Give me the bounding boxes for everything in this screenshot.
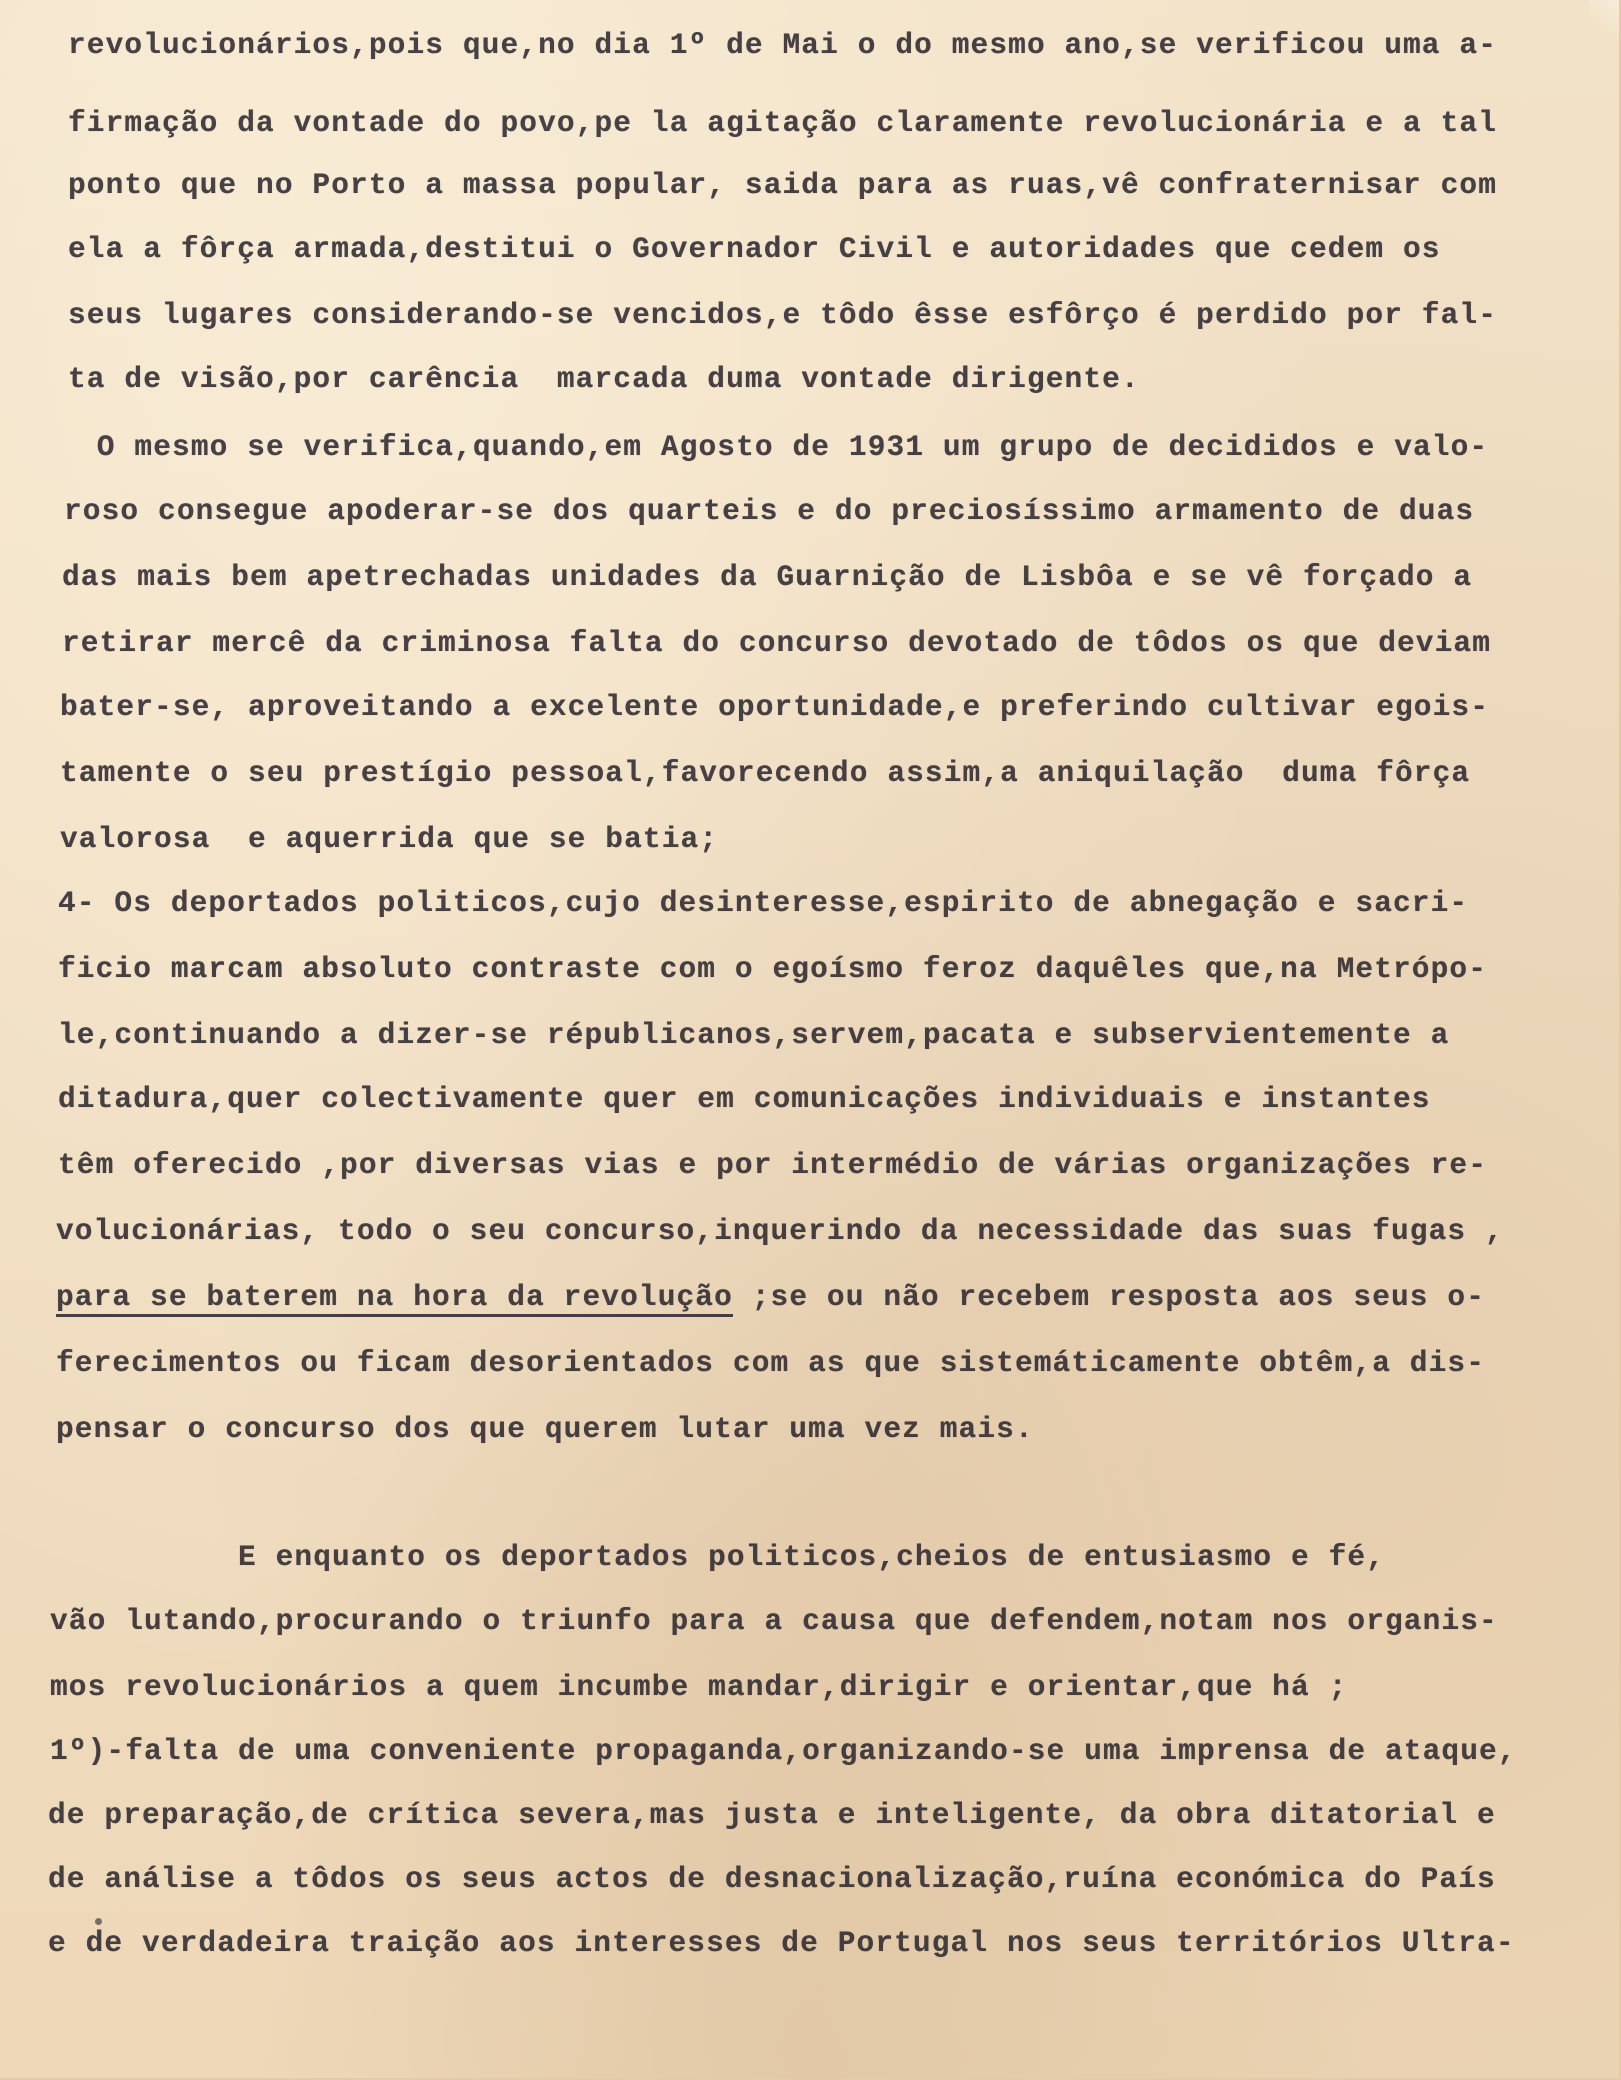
text-line: de análise a tôdos os seus actos de desnacionalização,ruína económica do País (48, 1862, 1496, 1896)
text-line: le,continuando a dizer-se républicanos,servem,pacata e subservientemente a (58, 1018, 1450, 1052)
text-line: 4- Os deportados politicos,cujo desinteresse,espirito de abnegação e sacri- (58, 886, 1469, 920)
text-line: O mesmo se verifica,quando,em Agosto de 1931 um grupo de decididos e valo- (78, 430, 1489, 464)
text-line: valorosa e aquerrida que se batia; (60, 822, 719, 856)
ink-spot (95, 1918, 102, 1925)
text-line: das mais bem apetrechadas unidades da Guarnição de Lisbôa e se vê forçado a (62, 560, 1473, 594)
text-line: ferecimentos ou ficam desorientados com as que sistemáticamente obtêm,a dis- (56, 1346, 1486, 1380)
text-line: ponto que no Porto a massa popular, saida para as ruas,vê confraternisar com (68, 168, 1498, 202)
text-line: revolucionários,pois que,no dia 1º de Mai o do mesmo ano,se verificou uma a- (68, 28, 1498, 62)
text-line-rest: ;se ou não recebem resposta aos seus o- (732, 1280, 1486, 1314)
text-line: firmação da vontade do povo,pe la agitação claramente revolucionária e a tal (68, 106, 1498, 140)
underlined-phrase: para se baterem na hora da revolução (56, 1280, 733, 1317)
text-line-underlined-start (56, 1280, 1485, 1314)
text-line: ficio marcam absoluto contraste com o egoísmo feroz daquêles que,na Metrópo- (58, 952, 1488, 986)
text-line: mos revolucionários a quem incumbe mandar,dirigir e orientar,que há ; (50, 1670, 1348, 1704)
text-line: bater-se, aproveitando a excelente oportunidade,e preferindo cultivar egois- (60, 690, 1490, 724)
text-line: retirar mercê da criminosa falta do concurso devotado de tôdos os que deviam (62, 626, 1492, 660)
text-line: 1º)-falta de uma conveniente propaganda,organizando-se uma imprensa de ataque, (50, 1734, 1517, 1768)
text-line: pensar o concurso dos que querem lutar uma vez mais. (56, 1412, 1034, 1446)
text-line: tamente o seu prestígio pessoal,favorecendo assim,a aniquilação duma fôrça (60, 756, 1471, 790)
text-line: E enquanto os deportados politicos,cheios de entusiasmo e fé, (50, 1540, 1386, 1574)
text-line: de preparação,de crítica severa,mas justa e inteligente, da obra ditatorial e (48, 1798, 1496, 1832)
text-line: roso consegue apoderar-se dos quarteis e do preciosíssimo armamento de duas (64, 494, 1475, 528)
text-line: e de verdadeira traição aos interesses de Portugal nos seus territórios Ultra- (48, 1926, 1515, 1960)
text-line: volucionárias, todo o seu concurso,inquerindo da necessidade das suas fugas , (56, 1214, 1504, 1248)
text-line: vão lutando,procurando o triunfo para a causa que defendem,notam nos organis- (50, 1604, 1498, 1638)
text-line: ela a fôrça armada,destitui o Governador Civil e autoridades que cedem os (68, 232, 1441, 266)
text-line: têm oferecido ,por diversas vias e por intermédio de várias organizações re- (58, 1148, 1488, 1182)
text-line: ta de visão,por carência marcada duma vontade dirigente. (68, 362, 1140, 396)
text-line: ditadura,quer colectivamente quer em comunicações individuais e instantes (58, 1082, 1431, 1116)
text-line: seus lugares considerando-se vencidos,e tôdo êsse esfôrço é perdido por fal- (68, 298, 1498, 332)
